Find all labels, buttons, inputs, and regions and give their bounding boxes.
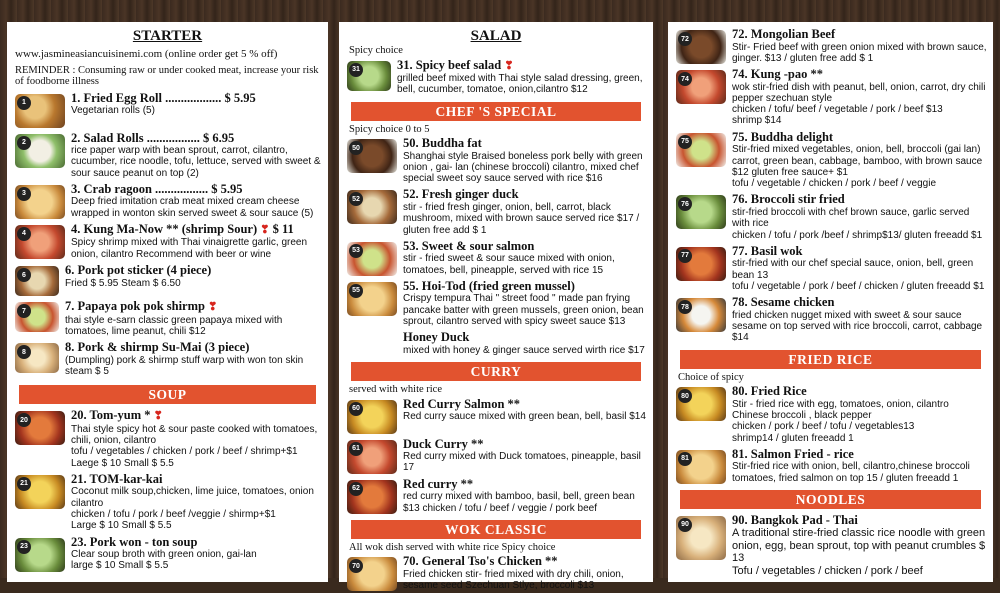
item-description: mixed with honey & ginger sauce served wirth rice $17 [403,344,645,356]
item-description: Coconut milk soup,chicken, lime juice, tomatoes, onion cilantro chicken / tofu / pork / beef /veggie / shirmp+$1 Large $ 10 Small $ 5.5 [71,486,314,532]
fried-rice-heading: FRIED RICE [680,350,981,369]
item-title: Duck Curry ** [403,436,484,451]
item-description: Vegetarian rolls (5) [71,105,155,116]
item-title: 80. Fried Rice [732,384,807,399]
item-description: Deep fried imitation crab meat mixed cream cheese wrapped in wonton skin served sweet & sour sauce (5) [71,196,314,219]
menu-item [668,129,993,192]
soup-heading: SOUP [19,385,316,404]
item-title: 31. Spicy beef salad ❣ [397,57,514,72]
chef-special-note: Spicy choice 0 to 5 [349,123,430,135]
item-title: 78. Sesame chicken [732,295,835,310]
item-description: wok stir-fried dish with peanut, bell, onion, carrot, dry chili pepper szechuan style chicken / tofu/ beef / vegetable / pork / beef $13 shrimp $14 [732,81,986,127]
item-title: 20. Tom-yum * ❣ [71,408,163,423]
food-photo [676,298,726,332]
menu-item [668,26,993,66]
item-description: stir - fried sweet & sour sauce mixed with onion, tomatoes, bell, pineapple, served with rice 15 [403,253,615,276]
item-number-badge: 1 [17,96,31,110]
item-description: (Dumpling) pork & shirmp stuff warp with won ton skin steam $ 5 [65,354,304,377]
food-photo [676,516,726,560]
item-description: stir-fried with our chef special sauce, onion, bell, green bean 13 tofu / vegetable / pork / beef / chicken / gluten freeadd $1 [732,258,985,292]
item-description: Crispy tempura Thai " street food " made pan frying pancake batter with green mussels, green onion, bean sprout, cilantro served with spicy sweet sauce $13 [403,293,644,328]
menu-item [668,383,993,446]
menu-item [668,243,993,294]
menu-item [339,57,653,98]
item-number-badge: 3 [17,187,31,201]
item-number-badge: 76 [678,197,692,211]
menu-item [7,339,328,379]
item-number-badge: 2 [17,136,31,150]
item-price: $ 11 [272,221,294,236]
menu-item [339,553,653,593]
menu-item [339,329,653,358]
food-photo [676,133,726,167]
wok-classic-heading: WOK CLASSIC [351,520,641,539]
menu-panel-starter-soup [7,22,328,582]
item-title: Red curry ** [403,476,474,491]
food-photo [15,225,65,259]
item-description: grilled beef mixed with Thai style salad dressing, green, bell, cucumber, tomatoe, onion,cilantro $12 [397,73,643,96]
starter-heading: STARTER [132,28,203,44]
item-title: 2. Salad Rolls ................. $ 6.95 [71,130,235,145]
menu-item [339,186,653,237]
chili-icon: ❣ [260,223,270,236]
item-title: 75. Buddha delight [732,129,834,144]
item-number-badge: 77 [678,249,692,263]
menu-item [339,135,653,186]
item-title: 53. Sweet & sour salmon [403,238,535,253]
food-photo [347,139,397,173]
item-title: 23. Pork won - ton soup [71,534,198,549]
item-number-badge: 80 [678,389,692,403]
chili-icon: ❣ [208,301,218,314]
item-description: thai style e-sarn classic green papaya mixed with tomatoes, lime peanut, chili $12 [65,314,283,337]
menu-item [7,130,328,181]
item-title: 50. Buddha fat [403,136,482,151]
food-photo [347,242,397,276]
item-title: 6. Pork pot sticker (4 piece) [65,263,212,278]
fried-rice-note: Choice of spicy [678,371,744,383]
curry-heading: CURRY [351,362,641,381]
item-number-badge: 20 [17,413,31,427]
item-number-badge: 61 [349,442,363,456]
item-description: stir-fried broccoli with chef brown sauce, garlic served with rice chicken / tofu / pork /beef / shrimp$13/ gluten freeadd $1 [732,206,983,241]
food-photo [347,557,397,591]
food-photo [15,538,65,572]
menu-item [7,262,328,298]
item-title: 90. Bangkok Pad - Thai [732,512,858,527]
item-number-badge: 60 [349,402,363,416]
menu-item [339,436,653,476]
food-photo [15,411,65,445]
menu-item [339,396,653,436]
item-number-badge: 23 [17,540,31,554]
item-description: Fried $ 5.95 Steam $ 6.50 [65,277,181,289]
food-photo [347,480,397,514]
item-description: stir - fried fresh ginger, onion, bell, carrot, black mushroom, mixed with brown sauce served rice $17 / gluten free add $ 1 [403,201,640,236]
reminder-note: REMINDER : Consuming raw or under cooked meat, increase your risk of foodborne illness [15,64,319,87]
item-description: red curry mixed with bamboo, basil, bell, green bean $13 chicken / tofu / beef / veggie / pork beef [403,491,635,514]
item-title: 52. Fresh ginger duck [403,187,519,202]
curry-note: served with white rice [349,384,443,396]
item-number-badge: 70 [349,559,363,573]
item-number-badge: 55 [349,284,363,298]
food-photo [15,134,65,168]
item-title: 77. Basil wok [732,243,803,258]
salad-note: Spicy choice [349,45,403,56]
item-number-badge: 52 [349,192,363,206]
noodles-heading: NOODLES [680,490,981,509]
item-description: Spicy shrimp mixed with Thai vinaigrette garlic, green onion, cilantro Recommend with beer or wine [71,237,308,260]
item-number-badge: 8 [17,345,31,359]
food-photo [15,343,59,373]
menu-item [339,476,653,516]
item-title: 76. Broccoli stir fried [732,192,845,207]
item-title: 70. General Tso's Chicken ** [403,554,558,569]
item-description: Red curry mixed with Duck tomatoes, pineapple, basil 17 [403,451,641,474]
item-title: 4. Kung Ma-Now ** (shrimp Sour) ❣ $ 11 [71,221,294,236]
item-number-badge: 4 [17,227,31,241]
item-number-badge: 90 [678,518,692,532]
food-photo [15,94,65,128]
item-title: 1. Fried Egg Roll .................. $ 5.95 [71,90,256,105]
menu-item [668,66,993,129]
food-photo [676,195,726,229]
item-number-badge: 21 [17,477,31,491]
food-photo [347,190,397,224]
item-description: Stir- Fried beef with green onion mixed with brown sauce, ginger. $13 / gluten free add $ 1 [732,41,987,64]
menu-item [668,512,993,580]
item-title: 7. Papaya pok pok shirmp ❣ [65,299,218,314]
menu-panel-wok-rice-noodles [668,22,993,582]
item-number-badge: 7 [17,304,31,318]
menu-item [339,278,653,329]
chef-special-heading: CHEF 'S SPECIAL [351,102,641,121]
wok-classic-note: All wok dish served with white rice Spicy choice [349,541,556,553]
menu-panel-salad-chef-curry [339,22,653,592]
menu-item [668,191,993,242]
item-description: Stir - fried rice with egg, tomatoes, onion, cilantro Chinese broccoli , black pepper chicken / pork / beef / tofu / vegetables13 shrimp14 / gluten freeadd 1 [732,398,949,444]
item-description: rice paper warp with bean sprout, carrot, cilantro, cucumber, rice noodle, tofu, lettuce, served with sweet & sour sauce peanut on top (2) [71,145,321,179]
item-number-badge: 53 [349,244,363,258]
item-number-badge: 75 [678,135,692,149]
item-description: Stir-fried mixed vegetables, onion, bell, broccoli (gai lan) carrot, green bean, cabbage, bamboo, with brown sauce $12 gluten free sauce+ $1 tofu / vegetable / chicken / pork / beef / veggie [732,144,983,190]
item-title: 55. Hoi-Tod (fried green mussel) [403,278,575,293]
menu-item [668,294,993,345]
food-photo [676,450,726,484]
menu-item [7,407,328,471]
item-description: fried chicken nugget mixed with sweet & sour sauce sesame on top served with rice broccoli, carrot, cabbage $14 [732,309,983,344]
item-description: Clear soup broth with green onion, gai-lan large $ 10 Small $ 5.5 [71,549,257,572]
item-description: Shanghai style Braised boneless pork belly with green onion , gai- lan (chinese broccoli) cilantro, mixed chef special sweet soy sauce served with rice $16 [403,150,643,185]
food-photo [347,61,391,91]
food-photo [15,266,59,296]
food-photo [347,440,397,474]
item-number-badge: 72 [678,32,692,46]
item-title: 8. Pork & shirmp Su-Mai (3 piece) [65,340,250,355]
food-photo [15,475,65,509]
menu-item [7,471,328,534]
item-number-badge: 50 [349,141,363,155]
item-title: 74. Kung -pao ** [732,67,823,82]
item-number-badge: 81 [678,452,692,466]
website-line: www.jasmineasiancuisinemi.com (online order get 5 % off) [15,48,278,60]
menu-item [7,90,328,130]
food-photo [676,387,726,421]
menu-item [7,534,328,574]
item-title: Red Curry Salmon ** [403,396,521,411]
food-photo [676,30,726,64]
menu-item [7,181,328,221]
item-number-badge: 74 [678,72,692,86]
item-title: 3. Crab ragoon ................. $ 5.95 [71,181,243,196]
salad-heading: SALAD [470,28,522,44]
food-photo [15,185,65,219]
item-number-badge: 31 [349,63,363,77]
item-title: Honey Duck [403,330,470,345]
item-title: 21. TOM-kar-kai [71,471,163,486]
food-photo [676,70,726,104]
item-description: Fried chicken stir- fried mixed with dry chili, onion, sesame seed Szechuan Stlye, broccoli $13 [403,568,624,592]
food-photo [347,400,397,434]
item-number-badge: 78 [678,300,692,314]
item-description: Red curry sauce mixed with green bean, bell, basil $14 [403,411,646,423]
menu-item [339,238,653,278]
item-description: Thai style spicy hot & sour paste cooked with tomatoes, chili, onion, cilantro tofu / vegetables / chicken / pork / beef / shrimp+$1 Laege $ 10 Small $ 5.5 [71,423,318,469]
food-photo [347,282,397,316]
menu-item [7,298,328,339]
item-number-badge: 62 [349,482,363,496]
chili-icon: ❣ [153,410,163,423]
item-description: A traditional stire-fried classic rice noodle with green onion, egg, bean sprout, top with peanut crumbles $ 13 Tofu / vegetables / chicken / pork / beef [732,527,986,577]
chili-icon: ❣ [504,59,514,72]
item-title: 72. Mongolian Beef [732,27,836,41]
food-photo [676,247,726,281]
menu-item [668,446,993,486]
menu-item [7,221,328,262]
item-title: 81. Salmon Fried - rice [732,446,854,461]
item-description: Stir-fried rice with onion, bell, cilantro,chinese broccoli tomatoes, fried salmon on top 15 / gluten freeadd 1 [732,461,970,484]
food-photo [15,302,59,332]
item-number-badge: 6 [17,268,31,282]
